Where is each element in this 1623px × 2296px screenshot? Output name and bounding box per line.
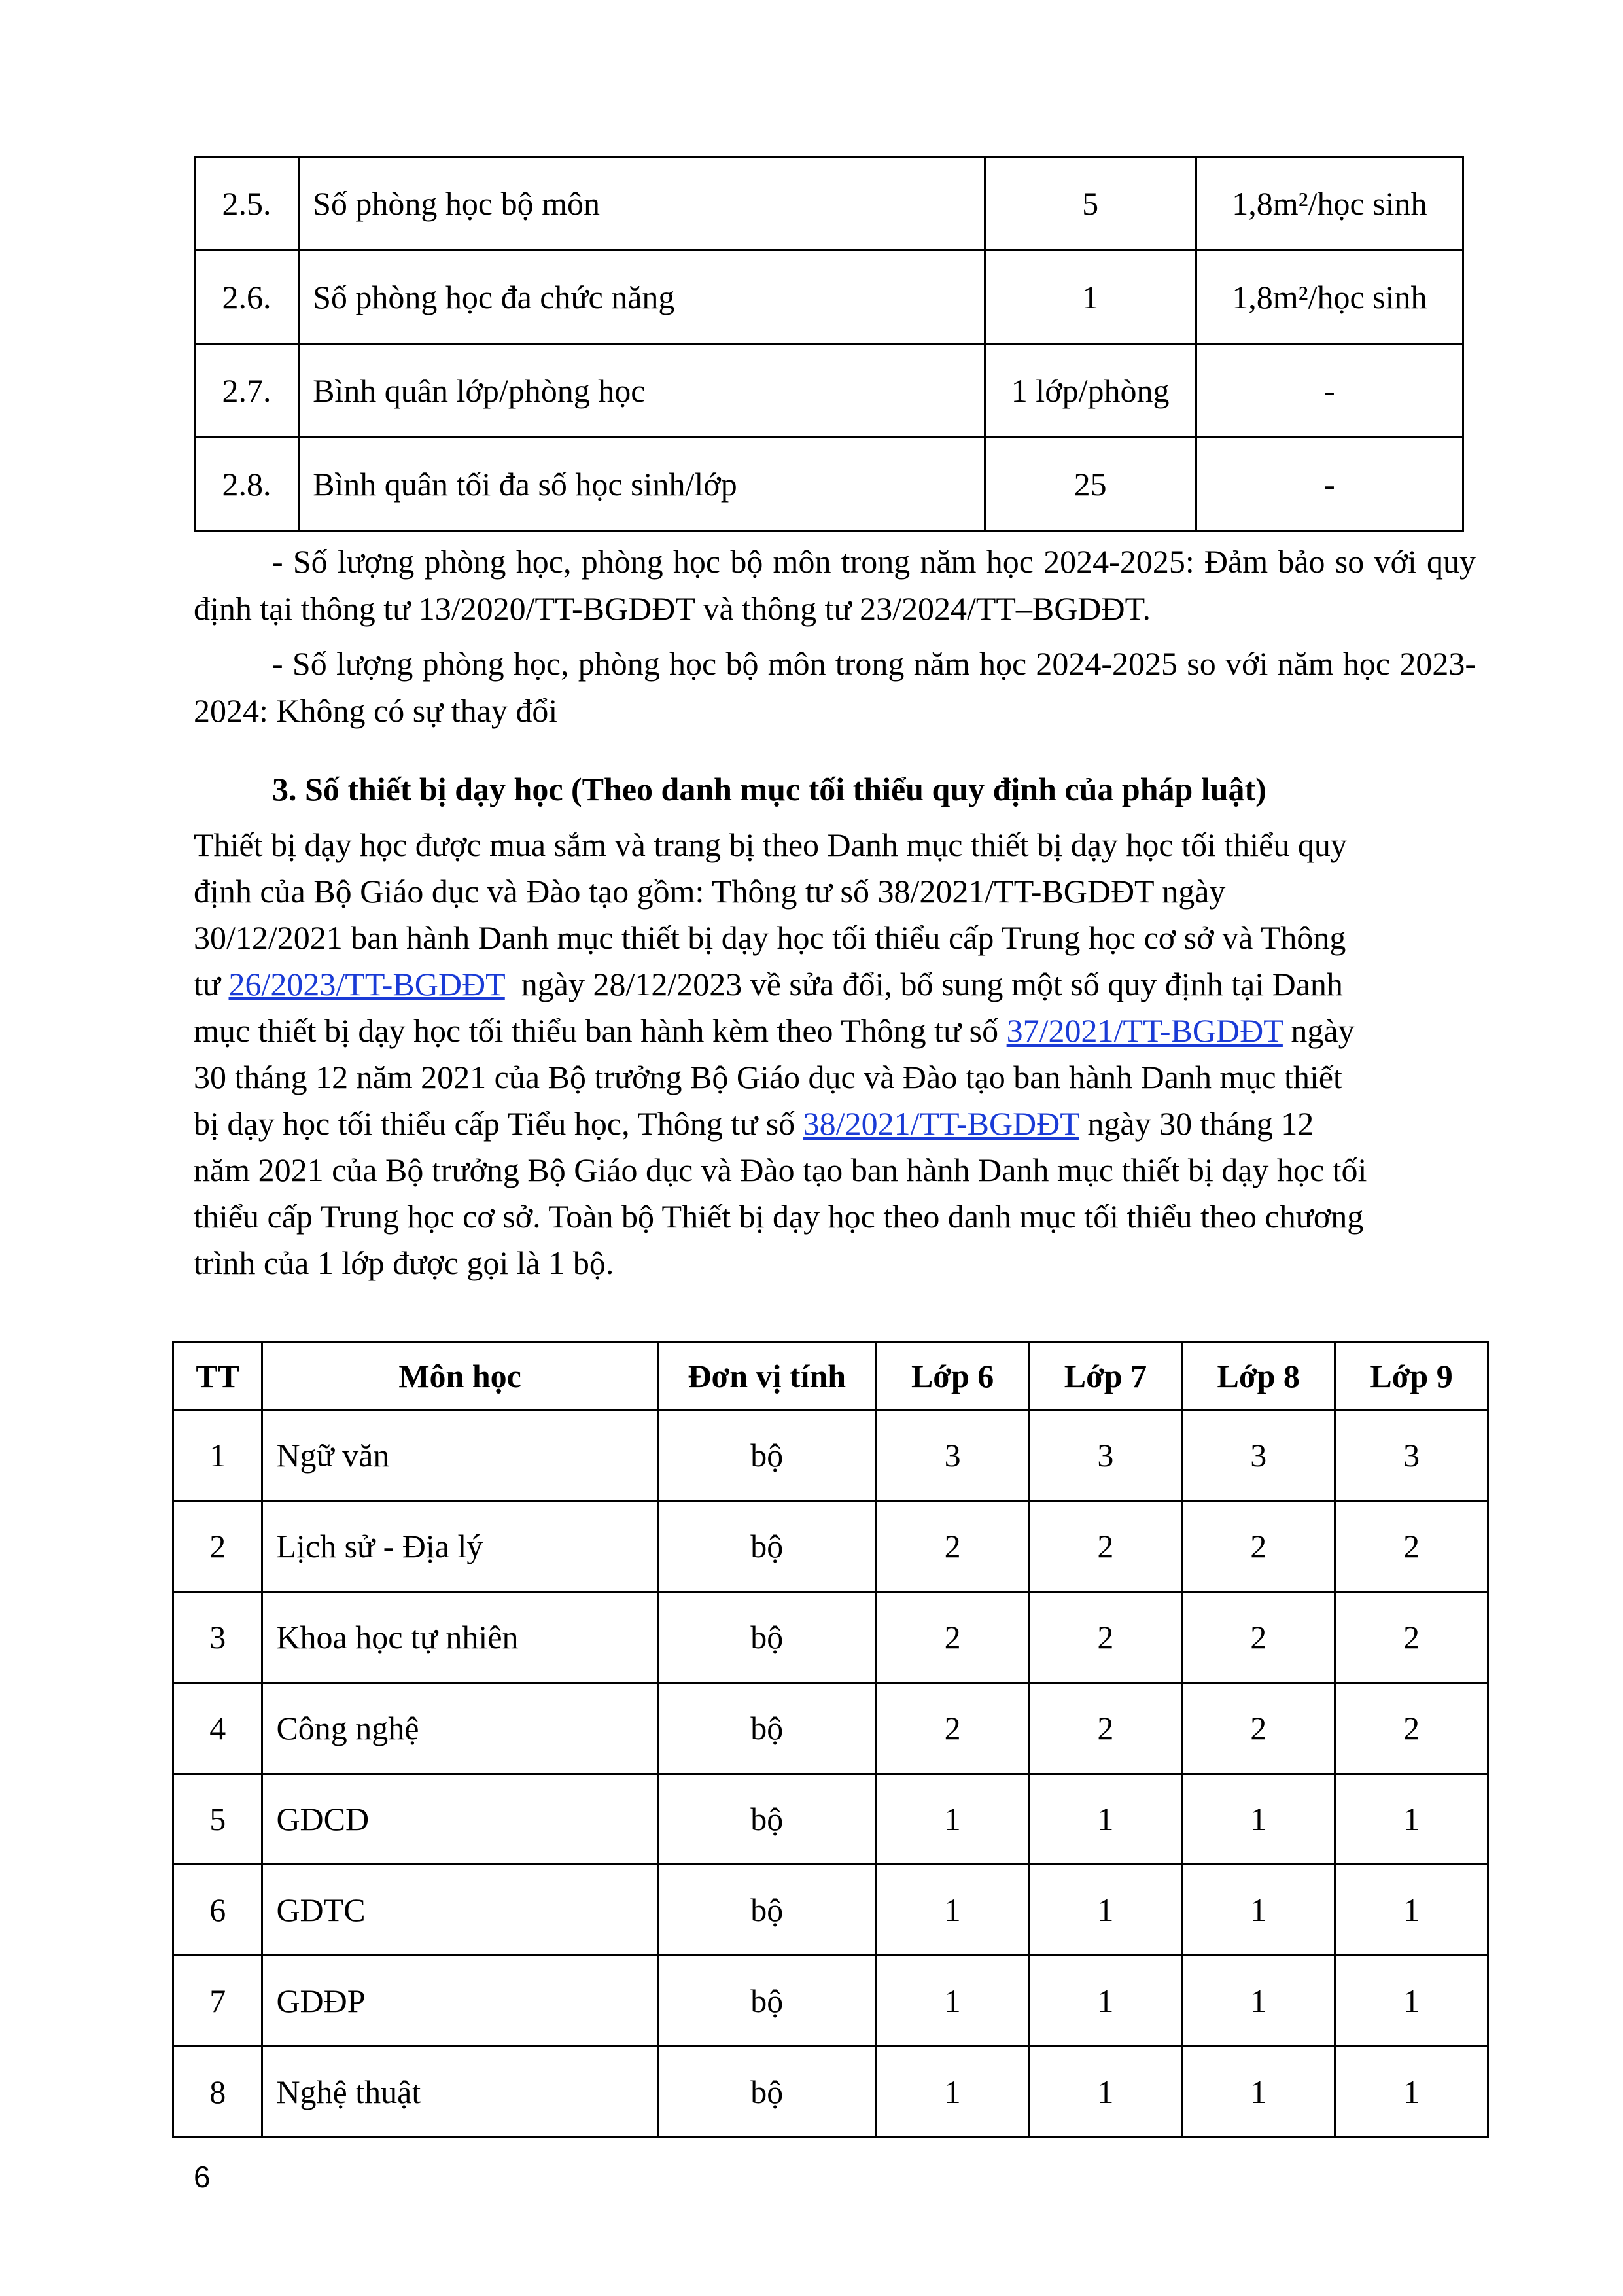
text-line: 30 tháng 12 năm 2021 của Bộ trưởng Bộ Giáo dục và Đào tạo ban hành Danh mục thiết [194, 1059, 1342, 1095]
cell-subject: Ngữ văn [262, 1410, 657, 1501]
table-row [173, 1683, 1488, 1774]
text-span: mục thiết bị dạy học tối thiểu ban hành kèm theo Thông tư số [194, 1012, 1007, 1049]
paragraph-room-change: - Số lượng phòng học, phòng học bộ môn trong năm học 2024-2025 so với năm học 2023-2024: Không có sự thay đổi [194, 645, 1476, 729]
cell-unit: bộ [657, 1865, 876, 1956]
header-grade-9: Lớp 9 [1335, 1343, 1488, 1410]
cell-grade-6: 1 [876, 1774, 1029, 1865]
cell-unit: bộ [657, 1592, 876, 1683]
header-tt: TT [173, 1343, 262, 1410]
table-row [173, 1956, 1488, 2047]
row-standard: - [1196, 438, 1463, 531]
text-line [194, 1008, 1495, 1054]
header-unit: Đơn vị tính [657, 1343, 876, 1410]
row-standard: 1,8m²/học sinh [1196, 251, 1463, 344]
text-span: ngày 30 tháng 12 [1079, 1105, 1314, 1142]
cell-tt: 2 [173, 1501, 262, 1592]
row-label: Số phòng học đa chức năng [299, 251, 985, 344]
text-span: tư [194, 966, 229, 1002]
row-value: 1 lớp/phòng [985, 344, 1196, 438]
cell-grade-7: 2 [1029, 1501, 1182, 1592]
table-row [173, 1501, 1488, 1592]
cell-unit: bộ [657, 1956, 876, 2047]
cell-tt: 5 [173, 1774, 262, 1865]
header-grade-7: Lớp 7 [1029, 1343, 1182, 1410]
row-value: 5 [985, 157, 1196, 251]
table-row [173, 2047, 1488, 2138]
header-grade-6: Lớp 6 [876, 1343, 1029, 1410]
cell-grade-6: 1 [876, 1956, 1029, 2047]
cell-grade-9: 1 [1335, 1865, 1488, 1956]
header-grade-8: Lớp 8 [1182, 1343, 1335, 1410]
table-row [195, 251, 1463, 344]
text-line [194, 961, 1495, 1008]
cell-grade-8: 1 [1182, 1865, 1335, 1956]
cell-grade-6: 1 [876, 1865, 1029, 1956]
cell-unit: bộ [657, 2047, 876, 2138]
cell-grade-6: 3 [876, 1410, 1029, 1501]
cell-grade-7: 3 [1029, 1410, 1182, 1501]
cell-grade-8: 2 [1182, 1683, 1335, 1774]
cell-unit: bộ [657, 1683, 876, 1774]
cell-subject: Công nghệ [262, 1683, 657, 1774]
row-label: Bình quân lớp/phòng học [299, 344, 985, 438]
cell-grade-8: 2 [1182, 1501, 1335, 1592]
cell-grade-7: 1 [1029, 1956, 1182, 2047]
cell-subject: Nghệ thuật [262, 2047, 657, 2138]
circular-26-2023-link[interactable]: 26/2023/TT-BGDĐT [228, 966, 505, 1002]
cell-grade-9: 3 [1335, 1410, 1488, 1501]
table-header-row [173, 1343, 1488, 1410]
cell-grade-8: 1 [1182, 1956, 1335, 2047]
row-value: 1 [985, 251, 1196, 344]
cell-grade-8: 1 [1182, 2047, 1335, 2138]
cell-grade-7: 1 [1029, 1865, 1182, 1956]
table-row [195, 344, 1463, 438]
cell-tt: 3 [173, 1592, 262, 1683]
text-line: định của Bộ Giáo dục và Đào tạo gồm: Thông tư số 38/2021/TT-BGDĐT ngày [194, 873, 1226, 910]
cell-subject: GDTC [262, 1865, 657, 1956]
cell-grade-7: 1 [1029, 1774, 1182, 1865]
cell-subject: GDĐP [262, 1956, 657, 2047]
section-heading: 3. Số thiết bị dạy học (Theo danh mục tối thiểu quy định của pháp luật) [272, 771, 1266, 807]
cell-unit: bộ [657, 1410, 876, 1501]
cell-subject: Khoa học tự nhiên [262, 1592, 657, 1683]
table-row [173, 1592, 1488, 1683]
cell-grade-6: 2 [876, 1501, 1029, 1592]
cell-tt: 7 [173, 1956, 262, 2047]
cell-unit: bộ [657, 1774, 876, 1865]
cell-subject: Lịch sử - Địa lý [262, 1501, 657, 1592]
cell-grade-8: 2 [1182, 1592, 1335, 1683]
row-index: 2.5. [195, 157, 299, 251]
cell-grade-8: 3 [1182, 1410, 1335, 1501]
table-row [173, 1410, 1488, 1501]
cell-unit: bộ [657, 1501, 876, 1592]
text-span: bị dạy học tối thiểu cấp Tiểu học, Thông tư số [194, 1105, 803, 1142]
cell-grade-9: 1 [1335, 1956, 1488, 2047]
cell-grade-9: 2 [1335, 1592, 1488, 1683]
page-number: 6 [194, 2160, 211, 2194]
cell-grade-6: 2 [876, 1683, 1029, 1774]
text-line: Thiết bị dạy học được mua sắm và trang bị theo Danh mục thiết bị dạy học tối thiểu quy [194, 826, 1347, 863]
facilities-table [194, 156, 1464, 532]
cell-tt: 6 [173, 1865, 262, 1956]
equipment-table [172, 1341, 1489, 2138]
cell-grade-9: 1 [1335, 1774, 1488, 1865]
cell-grade-7: 2 [1029, 1683, 1182, 1774]
cell-tt: 4 [173, 1683, 262, 1774]
text-span: ngày 28/12/2023 về sửa đổi, bổ sung một số quy định tại Danh [504, 966, 1343, 1002]
row-standard: 1,8m²/học sinh [1196, 157, 1463, 251]
text-line: 30/12/2021 ban hành Danh mục thiết bị dạy học tối thiểu cấp Trung học cơ sở và Thông [194, 919, 1346, 956]
row-label: Số phòng học bộ môn [299, 157, 985, 251]
cell-grade-6: 2 [876, 1592, 1029, 1683]
paragraph-room-compliance: - Số lượng phòng học, phòng học bộ môn trong năm học 2024-2025: Đảm bảo so với quy định tại thông tư 13/2020/TT-BGDĐT và thông tư 23/2024/TT–BGDĐT. [194, 543, 1476, 627]
row-label: Bình quân tối đa số học sinh/lớp [299, 438, 985, 531]
cell-grade-7: 1 [1029, 2047, 1182, 2138]
paragraph-equipment [194, 822, 1495, 1286]
circular-38-2021-link[interactable]: 38/2021/TT-BGDĐT [803, 1105, 1079, 1142]
cell-tt: 1 [173, 1410, 262, 1501]
cell-grade-9: 2 [1335, 1683, 1488, 1774]
header-subject: Môn học [262, 1343, 657, 1410]
row-index: 2.6. [195, 251, 299, 344]
cell-grade-7: 2 [1029, 1592, 1182, 1683]
text-line: thiểu cấp Trung học cơ sở. Toàn bộ Thiết bị dạy học theo danh mục tối thiểu theo chương [194, 1198, 1364, 1235]
table-row [173, 1865, 1488, 1956]
table-row [195, 157, 1463, 251]
cell-subject: GDCD [262, 1774, 657, 1865]
cell-grade-9: 1 [1335, 2047, 1488, 2138]
cell-tt: 8 [173, 2047, 262, 2138]
cell-grade-9: 2 [1335, 1501, 1488, 1592]
table-row [195, 438, 1463, 531]
row-value: 25 [985, 438, 1196, 531]
circular-37-2021-link[interactable]: 37/2021/TT-BGDĐT [1006, 1012, 1283, 1049]
text-span: ngày [1282, 1012, 1355, 1049]
cell-grade-6: 1 [876, 2047, 1029, 2138]
cell-grade-8: 1 [1182, 1774, 1335, 1865]
text-line: trình của 1 lớp được gọi là 1 bộ. [194, 1245, 614, 1281]
row-index: 2.8. [195, 438, 299, 531]
text-line: năm 2021 của Bộ trưởng Bộ Giáo dục và Đào tạo ban hành Danh mục thiết bị dạy học tối [194, 1152, 1367, 1188]
row-standard: - [1196, 344, 1463, 438]
row-index: 2.7. [195, 344, 299, 438]
text-line [194, 1101, 1495, 1147]
table-row [173, 1774, 1488, 1865]
